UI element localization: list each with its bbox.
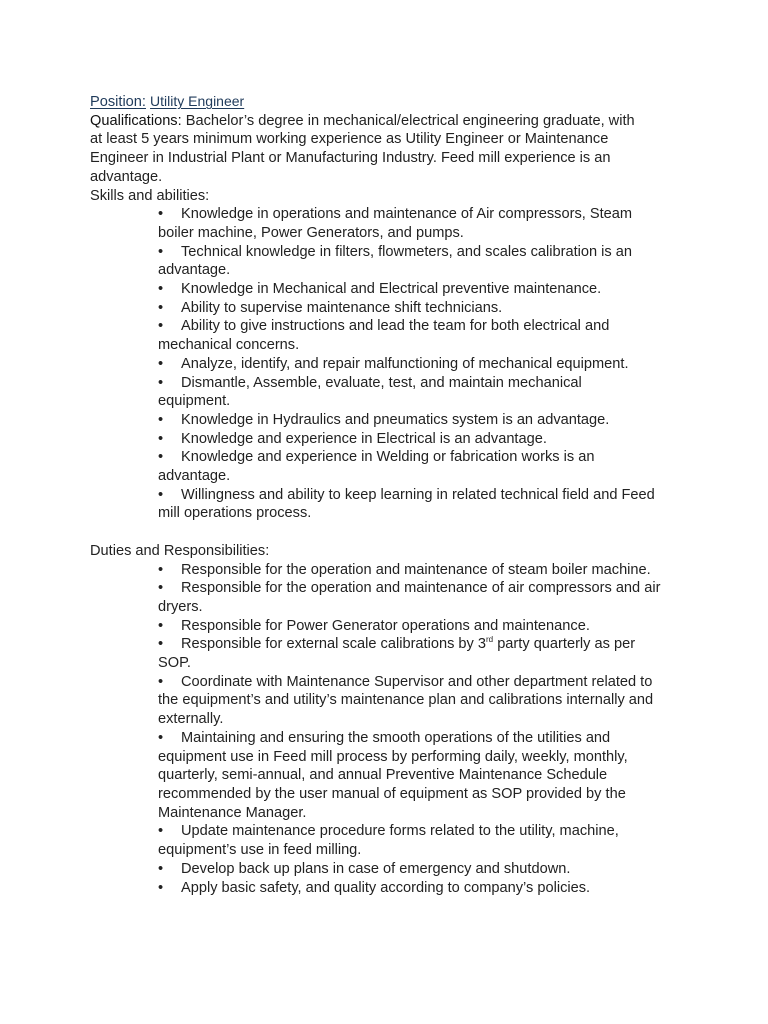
- qualifications-text-1: Bachelor’s degree in mechanical/electrical engineering graduate, with: [185, 112, 635, 129]
- qualifications-text-2: at least 5 years minimum working experience as Utility Engineer or Maintenance: [90, 131, 609, 148]
- skills-heading: Skills and abilities:: [90, 187, 210, 204]
- duty-item-text: Responsible for external scale calibrations by 3: [181, 636, 487, 653]
- bullet-icon: •: [158, 486, 164, 503]
- skill-item-line: [158, 205, 688, 224]
- skill-item: [158, 205, 688, 242]
- skill-item-line: [158, 448, 688, 467]
- qualifications-text-4: advantage.: [90, 168, 163, 185]
- skill-item-line: [158, 392, 688, 411]
- section-spacer: [90, 523, 690, 542]
- qualifications-label: Qualifications:: [90, 112, 182, 129]
- skill-item-text: Ability to give instructions and lead the team for both electrical and: [181, 318, 610, 335]
- duty-item-line: [158, 598, 688, 617]
- bullet-icon: •: [158, 860, 164, 877]
- bullet-icon: •: [158, 617, 164, 634]
- skill-item-text: Knowledge and experience in Electrical is an advantage.: [181, 430, 547, 447]
- duty-item: [158, 561, 688, 580]
- bullet-icon: •: [158, 411, 164, 428]
- skill-item-line: [158, 430, 688, 449]
- duty-item: [158, 617, 688, 636]
- qualifications-text-3: Engineer in Industrial Plant or Manufacturing Industry. Feed mill experience is an: [90, 150, 611, 167]
- qualifications-line-1: [90, 112, 690, 131]
- bullet-icon: •: [158, 430, 164, 447]
- skill-item-line: [158, 243, 688, 262]
- position-label: Position:: [90, 94, 146, 110]
- skill-item-text: boiler machine, Power Generators, and pumps.: [158, 224, 464, 241]
- skill-item-text: Knowledge and experience in Welding or fabrication works is an: [181, 449, 595, 466]
- duty-item-line: [158, 804, 688, 823]
- duty-item-text: Develop back up plans in case of emergency and shutdown.: [181, 860, 571, 877]
- duty-item-line: [158, 710, 688, 729]
- skill-item-text: Knowledge in Hydraulics and pneumatics system is an advantage.: [181, 411, 610, 428]
- duty-item-text: Coordinate with Maintenance Supervisor and other department related to: [181, 673, 653, 690]
- bullet-icon: •: [158, 823, 164, 840]
- duty-item-text: equipment use in Feed mill process by performing daily, weekly, monthly,: [158, 748, 628, 765]
- duty-item-line: [158, 617, 688, 636]
- skill-item-text: Knowledge in Mechanical and Electrical preventive maintenance.: [181, 281, 602, 298]
- skill-item-text: Analyze, identify, and repair malfunctioning of mechanical equipment.: [181, 355, 629, 372]
- skill-item: [158, 374, 688, 411]
- duty-item-line: [158, 766, 688, 785]
- skill-item-line: [158, 280, 688, 299]
- duty-item-text: Update maintenance procedure forms related to the utility, machine,: [181, 823, 619, 840]
- duty-item-line: [158, 673, 688, 692]
- bullet-icon: •: [158, 243, 164, 260]
- duty-item-line: [158, 822, 688, 841]
- bullet-icon: •: [158, 561, 164, 578]
- skill-item: [158, 430, 688, 449]
- duty-item-text: Responsible for Power Generator operations and maintenance.: [181, 617, 590, 634]
- position-value: Utility Engineer: [150, 93, 245, 109]
- duty-item-text: Responsible for the operation and maintenance of steam boiler machine.: [181, 561, 651, 578]
- skill-item-line: [158, 467, 688, 486]
- duty-item-line: [158, 635, 688, 654]
- duty-item-line: [158, 879, 688, 898]
- bullet-icon: •: [158, 355, 164, 372]
- skills-list: [158, 205, 688, 523]
- skill-item: [158, 243, 688, 280]
- duty-item-text: SOP.: [158, 655, 191, 672]
- skill-item-text: Dismantle, Assemble, evaluate, test, and maintain mechanical: [181, 374, 582, 391]
- duty-item-text: Maintaining and ensuring the smooth operations of the utilities and: [181, 729, 611, 746]
- bullet-icon: •: [158, 281, 164, 298]
- skill-item-text: Willingness and ability to keep learning in related technical field and Feed: [181, 486, 655, 503]
- skill-item-text: advantage.: [158, 262, 231, 279]
- duty-item-text: dryers.: [158, 598, 203, 615]
- duty-item: [158, 822, 688, 859]
- duty-item-text: quarterly, semi-annual, and annual Preventive Maintenance Schedule: [158, 767, 608, 784]
- skill-item-text: mechanical concerns.: [158, 337, 300, 354]
- duty-item-text: recommended by the user manual of equipment as SOP provided by the: [158, 786, 626, 802]
- duty-item-line: [158, 691, 688, 710]
- duty-item-line: [158, 748, 688, 767]
- duty-item-text: the equipment’s and utility’s maintenance plan and calibrations internally and: [158, 692, 654, 709]
- skill-item-line: [158, 261, 688, 280]
- duty-item-text: Responsible for the operation and maintenance of air compressors and air: [181, 580, 661, 597]
- duty-item-line: [158, 579, 688, 598]
- bullet-icon: •: [158, 299, 164, 316]
- bullet-icon: •: [158, 729, 164, 746]
- duty-item: [158, 879, 688, 898]
- duty-item-line: [158, 729, 688, 748]
- bullet-icon: •: [158, 449, 164, 466]
- duty-item: [158, 729, 688, 823]
- skill-item: [158, 299, 688, 318]
- duty-item-text-continued: party quarterly as per: [493, 636, 636, 653]
- duties-heading: Duties and Responsibilities:: [90, 542, 270, 559]
- bullet-icon: •: [158, 374, 164, 391]
- duty-item: [158, 635, 688, 672]
- skill-item: [158, 280, 688, 299]
- skill-item-line: [158, 299, 688, 318]
- duty-item-text: Apply basic safety, and quality according to company’s policies.: [181, 879, 591, 896]
- skill-item-text: Ability to supervise maintenance shift technicians.: [181, 299, 503, 316]
- duty-item: [158, 860, 688, 879]
- bullet-icon: •: [158, 206, 164, 223]
- bullet-icon: •: [158, 318, 164, 335]
- skill-item-line: [158, 355, 688, 374]
- skill-item-line: [158, 224, 688, 243]
- skill-item-line: [158, 486, 688, 505]
- skill-item: [158, 486, 688, 523]
- duty-item-line: [158, 841, 688, 860]
- duty-item-text: Maintenance Manager.: [158, 804, 307, 821]
- qualifications-paragraph: [90, 112, 690, 187]
- skill-item: [158, 448, 688, 485]
- duty-item-line: [158, 860, 688, 879]
- duty-item-line: [158, 654, 688, 673]
- skill-item-line: [158, 336, 688, 355]
- skill-item-line: [158, 317, 688, 336]
- duty-item-text: equipment’s use in feed milling.: [158, 842, 362, 859]
- skill-item: [158, 411, 688, 430]
- skill-item-line: [158, 374, 688, 393]
- skill-item-text: advantage.: [158, 468, 231, 485]
- duty-item-line: [158, 785, 688, 804]
- skill-item-text: Knowledge in operations and maintenance of Air compressors, Steam: [181, 206, 633, 223]
- bullet-icon: •: [158, 636, 164, 653]
- ordinal-suffix: rd: [486, 635, 494, 645]
- bullet-icon: •: [158, 879, 164, 896]
- duty-item: [158, 579, 688, 616]
- skill-item-text: mill operations process.: [158, 505, 312, 522]
- skill-item-text: Technical knowledge in filters, flowmeters, and scales calibration is an: [181, 243, 633, 260]
- duty-item-text: externally.: [158, 711, 224, 728]
- duty-item-line: [158, 561, 688, 580]
- skill-item: [158, 317, 688, 354]
- skill-item-text: equipment.: [158, 393, 231, 410]
- duties-list: [158, 561, 688, 898]
- skill-item: [158, 355, 688, 374]
- job-description-document: [90, 92, 690, 897]
- skill-item-line: [158, 411, 688, 430]
- skill-item-line: [158, 504, 688, 523]
- bullet-icon: •: [158, 580, 164, 597]
- bullet-icon: •: [158, 673, 164, 690]
- duty-item: [158, 673, 688, 729]
- position-line: [90, 92, 690, 112]
